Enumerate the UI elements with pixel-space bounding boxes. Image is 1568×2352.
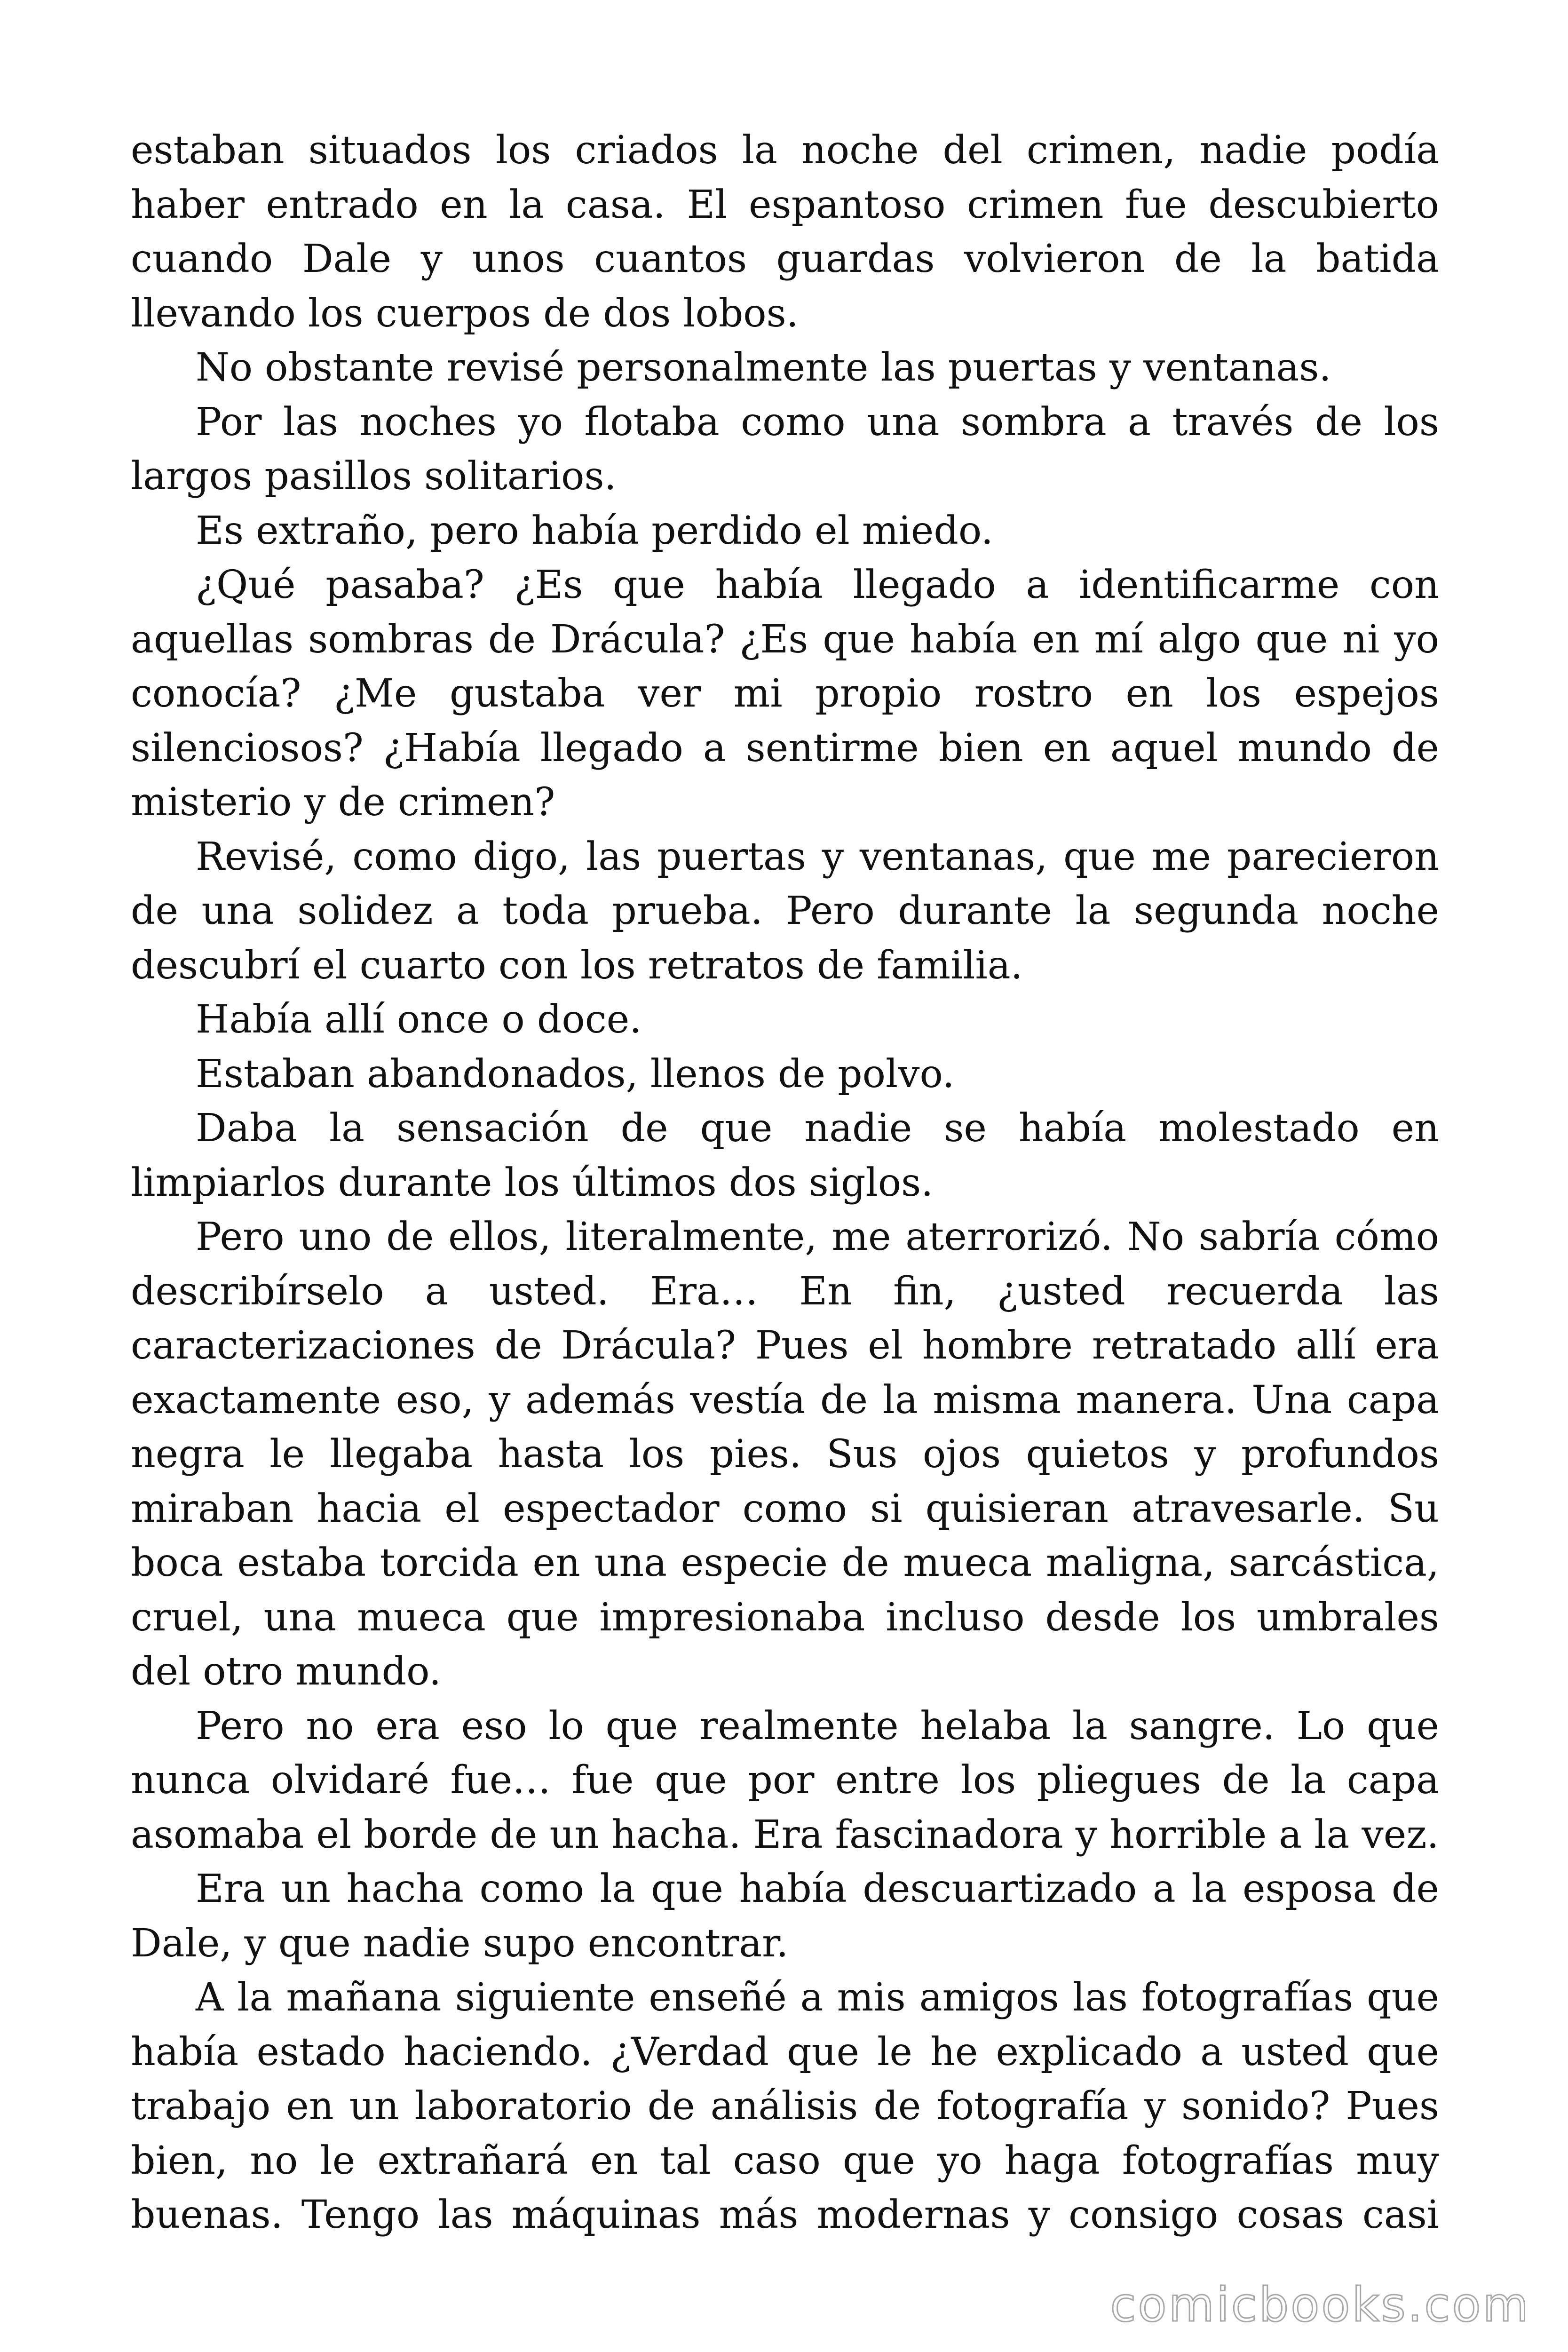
paragraph-8: Estaban abandonados, llenos de polvo. [196,1051,955,1097]
body-text [131,123,1439,2242]
paragraph-1: estaban situados los criados la noche del crimen, nadie podía haber entrado en la casa. El espantoso crimen fue descubierto cuando Dale y unos cuantos guardas volvieron de la batida llevando los cuerpos de dos lobos. [131,128,1439,336]
paragraph-9: Daba la sensación de que nadie se había molestado en limpiarlos durante los últimos dos siglos. [131,1106,1439,1205]
paragraph-6: Revisé, como digo, las puertas y ventanas, que me parecieron de una solidez a toda prueba. Pero durante la segunda noche descubrí el cuarto con los retratos de familia. [131,834,1439,988]
paragraph-11: Pero no era eso lo que realmente helaba la sangre. Lo que nunca olvidaré fue… fue que por entre los pliegues de la capa asomaba el borde de un hacha. Era fascinadora y horrible a la vez. [131,1703,1439,1857]
paragraph-3: Por las noches yo flotaba como una sombra a través de los largos pasillos solitarios. [131,399,1439,499]
paragraph-7: Había allí once o doce. [196,997,642,1042]
paragraph-10: Pero uno de ellos, literalmente, me aterrorizó. No sabría cómo describírselo a usted. Era… En fin, ¿usted recuerda las caracterizaciones de Drácula? Pues el hombre retratado allí era exactamente eso, y además vestía de la misma manera. Una capa negra le llegaba hasta los pies. Sus ojos quietos y profundos miraban hacia el espectador como si quisieran atravesarle. Su boca estaba torcida en una especie de mueca maligna, sarcástica, cruel, una mueca que impresionaba incluso desde los umbrales del otro mundo. [131,1215,1439,1694]
paragraph-4: Es extraño, pero había perdido el miedo. [196,508,993,553]
paragraph-5: ¿Qué pasaba? ¿Es que había llegado a identificarme con aquellas sombras de Drácula? ¿Es que había en mí algo que ni yo conocía? ¿Me gustaba ver mi propio rostro en los espejos silenciosos? ¿Había llegado a sentirme bien en aquel mundo de misterio y de crimen? [131,563,1439,825]
paragraph-2: No obstante revisé personalmente las puertas y ventanas. [196,345,1331,390]
paragraph-12: Era un hacha como la que había descuartizado a la esposa de Dale, y que nadie supo encontrar. [131,1867,1439,1966]
paragraph-13: A la mañana siguiente enseñé a mis amigos las fotografías que había estado haciendo. ¿Verdad que le he explicado a usted que trabajo en un laboratorio de análisis de fotografía y sonido? Pues bien, no le extrañará en tal caso que yo haga fotografías muy buenas. Tengo las máquinas más modernas y consigo cosas casi [131,1975,1439,2237]
watermark: comicbooks.com [1110,2277,1530,2332]
